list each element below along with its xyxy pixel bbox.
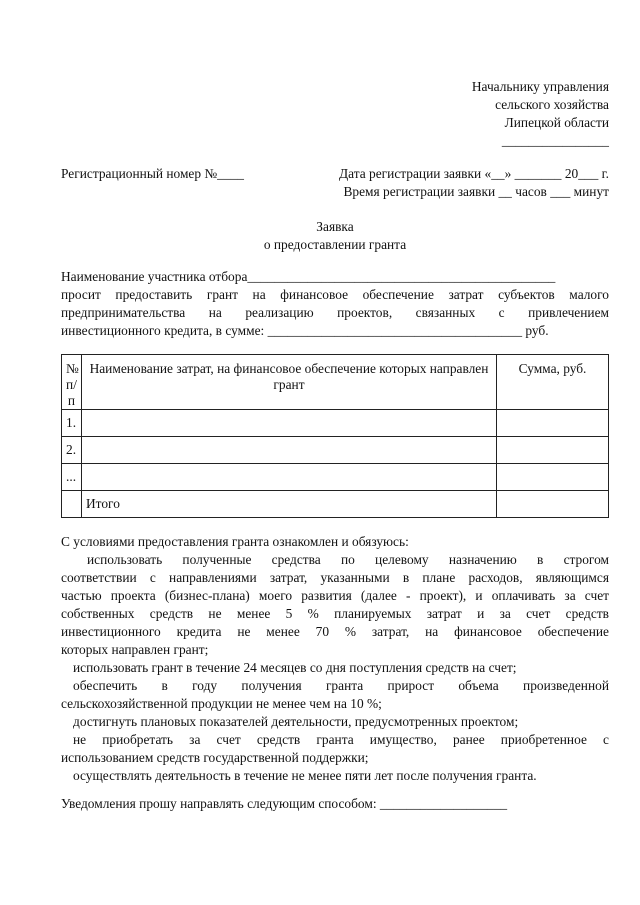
row-number-cell <box>62 491 82 518</box>
obligation-line: которых направлен грант; <box>61 642 209 657</box>
registration-number: Регистрационный номер №____ <box>61 166 244 181</box>
table-header-row <box>62 355 609 410</box>
row-number-cell: 2. <box>62 437 82 464</box>
obligation-line: не приобретать за счет средств гранта имущество, ранее приобретенное с <box>73 732 609 747</box>
intro-paragraph <box>61 268 609 340</box>
table-total-row <box>62 491 609 518</box>
document-title <box>0 218 640 254</box>
obligations-heading: С условиями предоставления гранта ознакомлен и обязуюсь: <box>61 534 409 549</box>
total-sum-cell <box>497 491 609 518</box>
addressee-line: Начальнику управления <box>471 79 609 94</box>
notification-method-line: Уведомления прошу направлять следующим способом: ___________________ <box>61 796 508 811</box>
total-label-cell: Итого <box>82 491 497 518</box>
expenses-table <box>61 354 609 518</box>
obligation-line: соответствии с направлениями затрат, указанными в плане расходов, являющимся <box>61 570 609 585</box>
intro-line: предпринимательства на реализацию проектов, связанных с привлечением <box>61 305 609 320</box>
title-line: Заявка <box>316 219 354 234</box>
column-header-sum: Сумма, руб. <box>497 355 609 410</box>
expense-name-cell <box>82 410 497 437</box>
registration-date: Дата регистрации заявки «__» _______ 20___ г. <box>338 166 609 181</box>
table-row <box>62 410 609 437</box>
table-row <box>62 437 609 464</box>
obligation-line: сельскохозяйственной продукции не менее чем на 10 %; <box>61 696 382 711</box>
row-number-cell: 1. <box>62 410 82 437</box>
addressee-line: сельского хозяйства <box>495 97 609 112</box>
registration-time: Время регистрации заявки __ часов ___ минут <box>343 184 609 199</box>
sum-cell <box>497 410 609 437</box>
column-header-expense-name: Наименование затрат, на финансовое обеспечение которых направлен грант <box>82 355 497 410</box>
obligation-line: достигнуть плановых показателей деятельности, предусмотренных проектом; <box>73 714 519 729</box>
obligation-line: обеспечить в году получения гранта прирост объема произведенной <box>73 678 609 693</box>
grant-amount-line: инвестиционного кредита, в сумме: ______________________________________ руб. <box>61 323 549 338</box>
row-number-cell: ... <box>62 464 82 491</box>
obligation-line: использовать полученные средства по целевому назначению в строгом <box>87 552 609 567</box>
addressee-line: Липецкой области <box>504 115 609 130</box>
addressee-block <box>389 78 609 150</box>
obligation-line: использовать грант в течение 24 месяцев со дня поступления средств на счет; <box>73 660 517 675</box>
expense-name-cell <box>82 437 497 464</box>
obligation-line: осуществлять деятельность в течение не менее пяти лет после получения гранта. <box>73 768 537 783</box>
table-row <box>62 464 609 491</box>
obligation-line: инвестиционного кредита не менее 70 % затрат, на финансовое обеспечение <box>61 624 609 639</box>
participant-name-line: Наименование участника отбора______________________________________________ <box>61 269 556 284</box>
expense-name-cell <box>82 464 497 491</box>
registration-row <box>61 165 609 183</box>
obligation-line: использованием средств государственной поддержки; <box>61 750 369 765</box>
obligations-section <box>61 533 609 785</box>
intro-line: просит предоставить грант на финансовое обеспечение затрат субъектов малого <box>61 287 609 302</box>
sum-cell <box>497 437 609 464</box>
obligation-line: частью проекта (бизнес-плана) моего развития (далее - проект), и оплачивать за счет <box>61 588 609 603</box>
sum-cell <box>497 464 609 491</box>
addressee-signature-blank: ________________ <box>501 133 609 148</box>
title-line: о предоставлении гранта <box>263 237 407 252</box>
obligation-line: собственных средств не менее 5 % планируемых затрат и за счет средств <box>61 606 609 621</box>
column-header-number: № п/п <box>62 355 82 410</box>
